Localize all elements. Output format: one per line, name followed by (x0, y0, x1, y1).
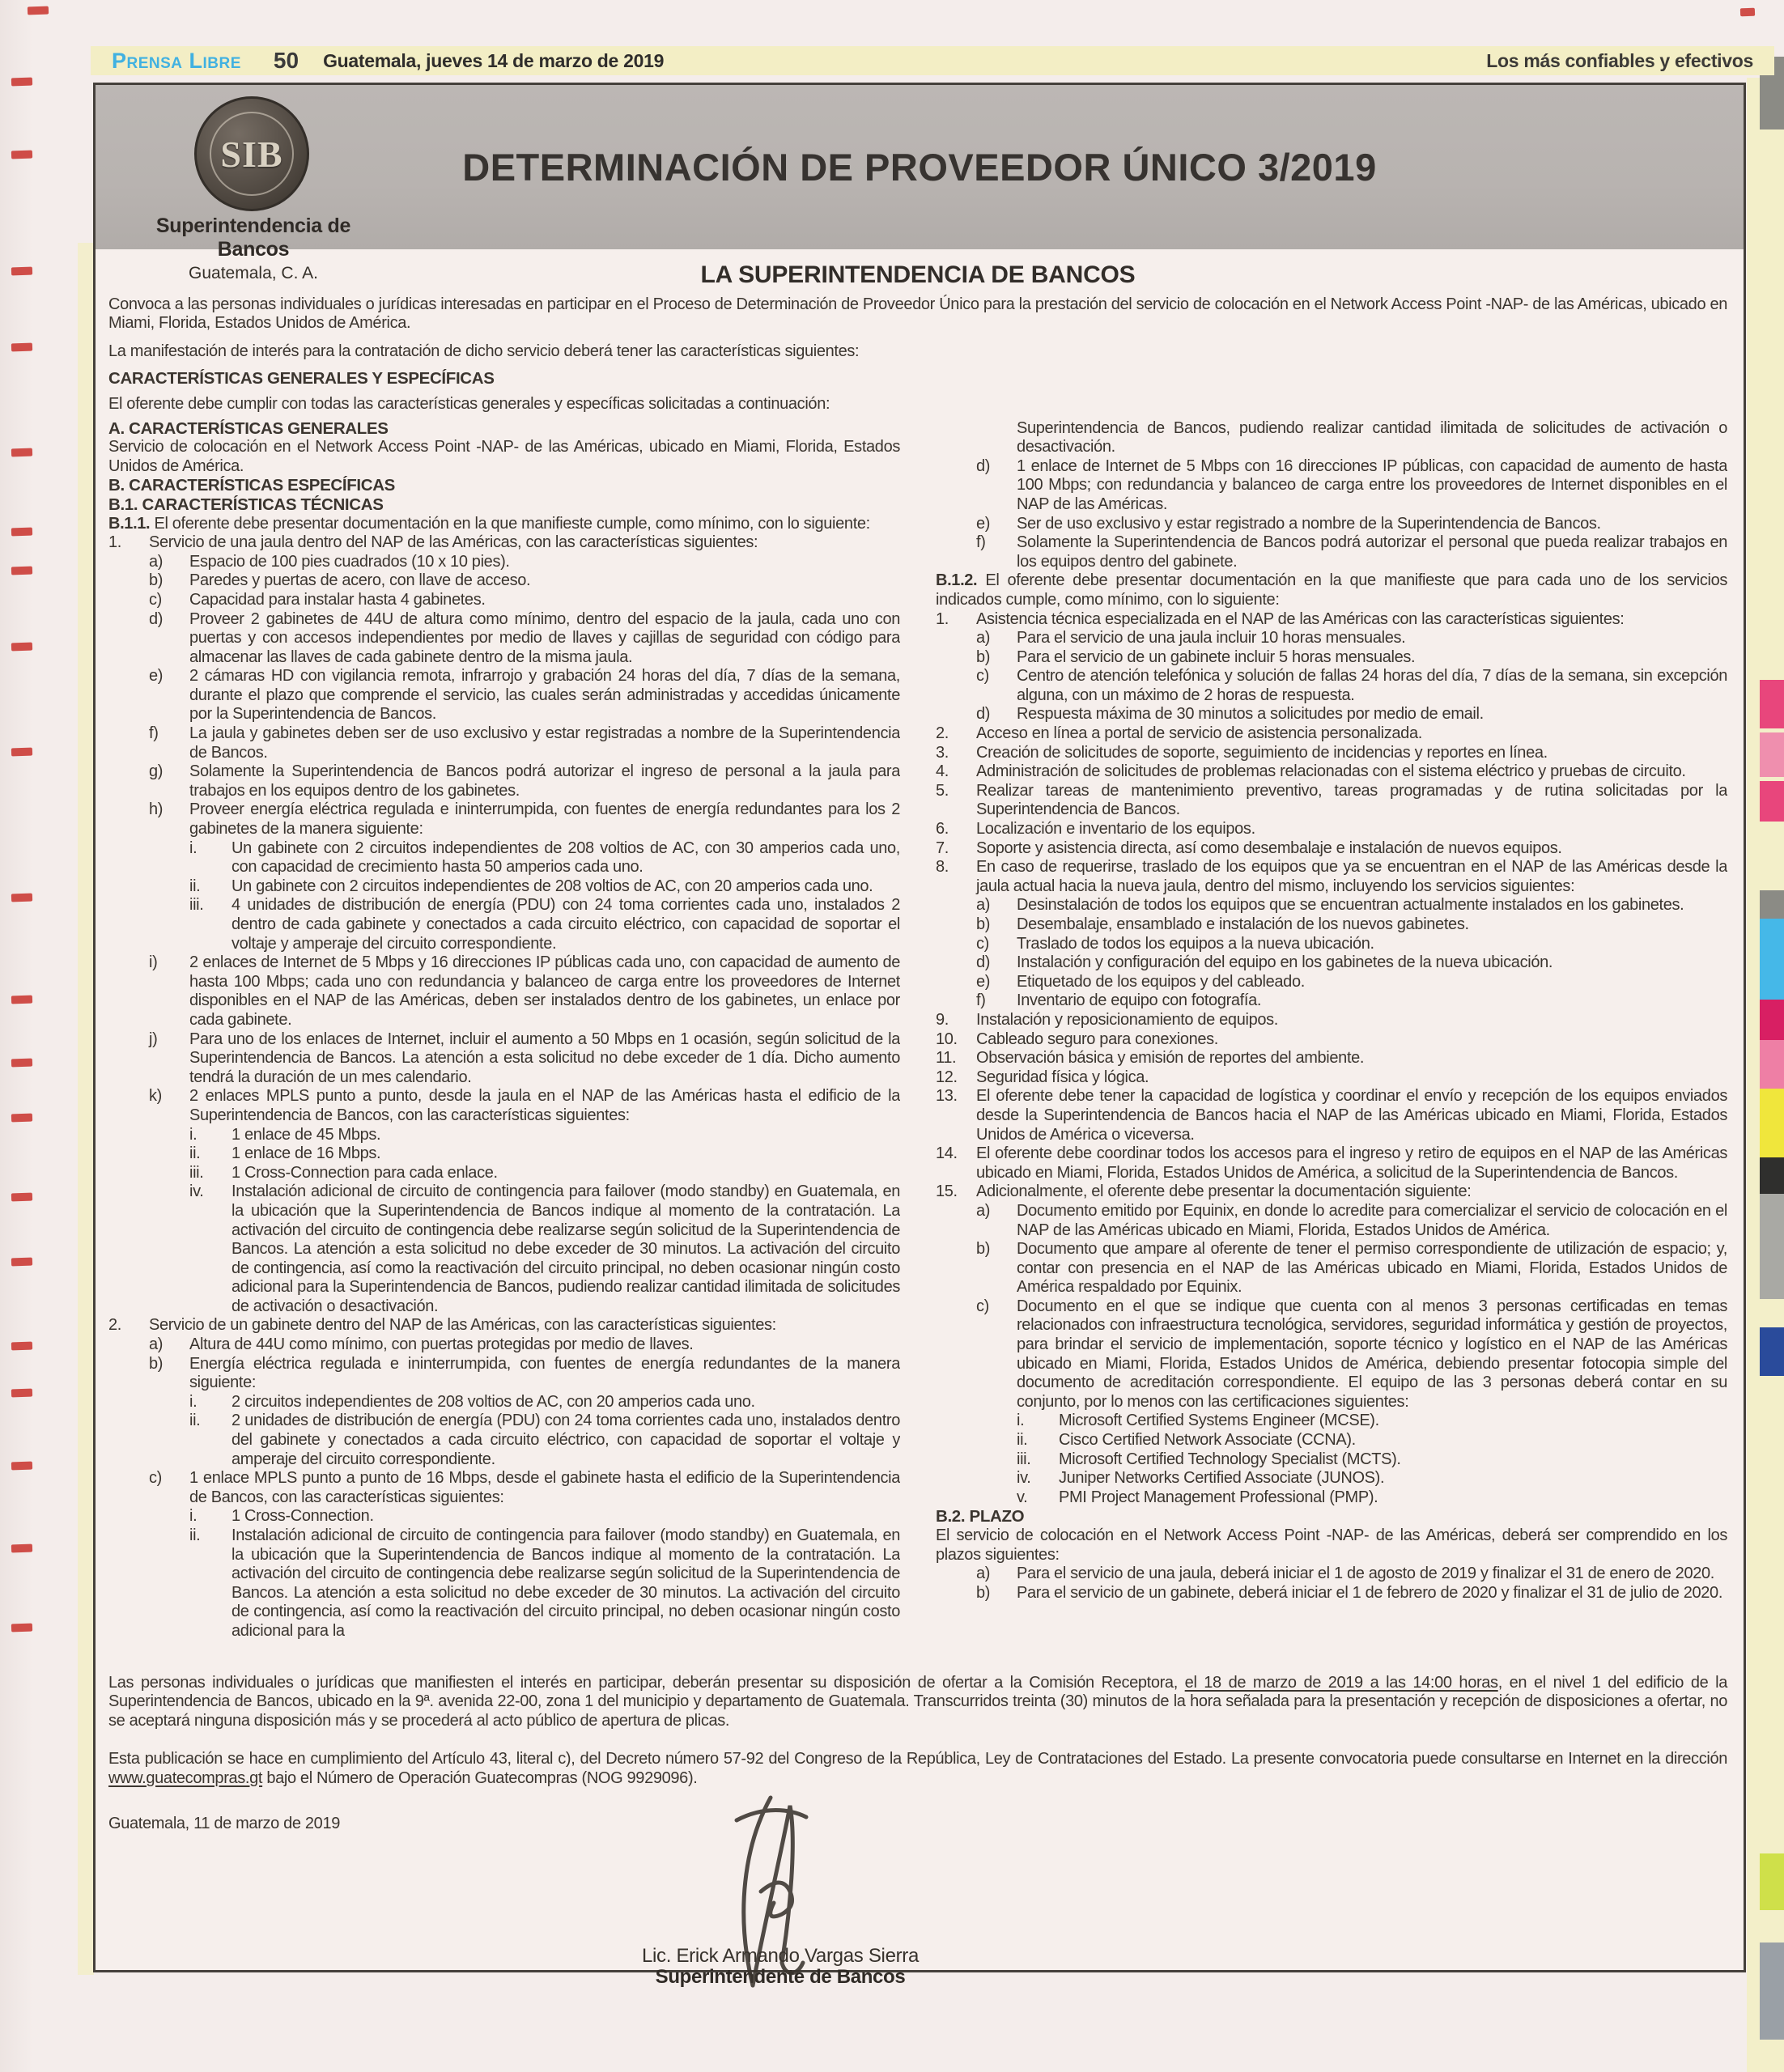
item-label: 15. (936, 1182, 958, 1201)
list-item (108, 533, 900, 553)
item-label: e) (149, 667, 164, 686)
item-label: b) (976, 1240, 991, 1259)
item-text: Para el servicio de un gabinete incluir 5 horas mensuales. (1017, 648, 1416, 666)
list-item (108, 610, 900, 668)
list-item (108, 1526, 900, 1641)
list-item (936, 1011, 1727, 1030)
item-text: Ser de uso exclusivo y estar registrado a nombre de la Superintendencia de Bancos. (1017, 514, 1601, 533)
item-text: Proveer 2 gabinetes de 44U de altura como mínimo, dentro del espacio de la jaula, cada uno con puertas y con accesos independientes por medio de llaves y cajillas de seguridad con código para almacenar las llaves de cada gabinete dentro de la misma jaula. (189, 609, 900, 666)
scan-edge-strip (78, 243, 94, 1975)
item-text: Microsoft Certified Technology Specialist (MCTS). (1059, 1450, 1401, 1468)
item-label: iii. (189, 896, 204, 915)
paragraph: El servicio de colocación en el Network Access Point -NAP- de las Américas, deberá ser comprendido en los plazos siguientes: (936, 1526, 1727, 1564)
section-heading: B.1. CARACTERÍSTICAS TÉCNICAS (108, 495, 384, 514)
item-text: Proveer energía eléctrica regulada e ininterrumpida, con fuentes de energía redundantes para los 2 gabinetes de la manera siguiente: (189, 800, 900, 839)
item-label: iii. (1017, 1450, 1031, 1468)
scan-mark (11, 748, 32, 757)
item-text: Para uno de los enlaces de Internet, incluir el aumento a 50 Mbps en 1 ocasión, según solicitud de la Superintendencia de Bancos. La atención a esta solicitud no debe exceder de 1 día. Dicho aumento tendrá la duración de un mes calendario. (189, 1030, 900, 1086)
intro-paragraph: La manifestación de interés para la contratación de dicho servicio deberá tener las características siguientes: (108, 342, 860, 360)
item-text: Juniper Networks Certified Associate (JUNOS). (1059, 1469, 1385, 1488)
item-label: f) (976, 991, 986, 1010)
paragraph: Servicio de colocación en el Network Access Point -NAP- de las Américas, ubicado en Miami, Florida, Estados Unidos de América. (108, 438, 900, 475)
item-label: iv. (189, 1182, 204, 1201)
item-text: Desembalaje, ensamblado e instalación de los nuevos gabinetes. (1017, 915, 1469, 933)
item-label: h) (149, 800, 164, 819)
list-item (936, 1240, 1727, 1297)
list-item (936, 533, 1727, 571)
item-text: El oferente debe coordinar todos los accesos para el ingreso y retiro de equipos en el NAP de las Américas ubicado en Miami, Florida, Estados Unidos de América, a solicitud de la Superintendencia de Bancos. (976, 1144, 1727, 1182)
item-label: b) (149, 571, 164, 590)
closing-text: , en el nivel 1 del edificio de la Superintendencia de Bancos, ubicado en la 9ª. avenida 22-00, zona 1 del municipio y departamento de Guatemala. Transcurridos treinta (30) minutos de la hora señalada para la presentación y recepción de disposiciones a ofertar, no se aceptará ninguna disposición más y se procederá al acto público de apertura de plicas. (108, 1673, 1727, 1730)
section-heading: B. CARACTERÍSTICAS ESPECÍFICAS (108, 476, 395, 495)
right-column (936, 419, 1727, 1641)
list-item (936, 629, 1727, 648)
item-label: c) (149, 590, 162, 609)
item-text: Espacio de 100 pies cuadrados (10 x 10 pies). (189, 552, 510, 571)
closing-text: Esta publicación se hace en cumplimiento del Artículo 43, literal c), del Decreto número 57-92 del Congreso de la República, Ley de Contrataciones del Estado. La presente convocatoria puede consultarse en Internet en la dirección (108, 1750, 1727, 1768)
list-item (936, 820, 1727, 839)
item-text: Creación de solicitudes de soporte, seguimiento de incidencias y reportes en línea. (976, 743, 1548, 762)
item-label: d) (976, 953, 991, 972)
color-bar-segment (1760, 680, 1784, 728)
color-bar-segment (1760, 781, 1784, 822)
intro-paragraph: El oferente debe cumplir con todas las características generales y específicas solicitadas a continuación: (108, 394, 830, 413)
item-label: ii. (1017, 1431, 1028, 1450)
left-column (108, 419, 900, 1641)
list-item (108, 800, 900, 839)
item-label: g) (149, 762, 164, 781)
scan-mark (11, 1114, 32, 1123)
list-item (108, 1030, 900, 1088)
list-item (936, 1584, 1727, 1603)
list-item (108, 896, 900, 953)
item-text: Instalación y configuración del equipo en los gabinetes de la nueva ubicación. (1017, 953, 1553, 972)
list-item (936, 839, 1727, 859)
item-label: 13. (936, 1087, 958, 1106)
item-label (976, 419, 1017, 457)
notice-body (96, 249, 1744, 1986)
item-label: v. (1017, 1488, 1028, 1506)
item-text: La jaula y gabinetes deben ser de uso exclusivo y estar registradas a nombre de la Superintendencia de Bancos. (189, 724, 900, 762)
item-label: i. (189, 1507, 198, 1526)
section-heading: A. CARACTERÍSTICAS GENERALES (108, 418, 389, 438)
list-item (936, 973, 1727, 992)
list-item (936, 858, 1727, 896)
list-item (108, 571, 900, 591)
item-label: a) (976, 1565, 991, 1583)
list-item (936, 1431, 1727, 1450)
item-text: Observación básica y emisión de reportes del ambiente. (976, 1049, 1365, 1068)
list-item (108, 1507, 900, 1526)
scan-mark (11, 1059, 32, 1068)
item-text: Respuesta máxima de 30 minutos a solicitudes por medio de email. (1017, 705, 1484, 724)
list-item (936, 1450, 1727, 1470)
list-item (936, 1565, 1727, 1584)
clause-label: B.1.1. (108, 514, 155, 533)
item-label: 2. (108, 1316, 121, 1335)
item-text: Desinstalación de todos los equipos que se encuentran actualmente instalados en los gabinetes. (1017, 896, 1684, 915)
item-label: iv. (1017, 1469, 1031, 1488)
list-item (936, 896, 1727, 915)
item-label: f) (976, 533, 986, 552)
scan-mark (11, 1342, 32, 1351)
scan-mark (11, 1258, 32, 1267)
item-text: Servicio de una jaula dentro del NAP de las Américas, con las características siguientes: (149, 533, 758, 552)
item-label: a) (976, 629, 991, 648)
item-label: e) (976, 972, 991, 991)
scan-mark (11, 528, 32, 537)
list-item (936, 1182, 1727, 1202)
item-text: Para el servicio de una jaula incluir 10 horas mensuales. (1017, 629, 1406, 648)
item-text: 1 Cross-Connection. (231, 1507, 374, 1526)
item-text: Inventario de equipo con fotografía. (1017, 991, 1262, 1010)
item-text: Soporte y asistencia directa, así como desembalaje e instalación de nuevos equipos. (976, 839, 1562, 857)
list-item (108, 1316, 900, 1335)
list-item (936, 515, 1727, 534)
item-label: 4. (936, 762, 949, 781)
scan-mark (11, 567, 32, 575)
item-label: a) (976, 1201, 991, 1220)
item-label: a) (149, 552, 164, 571)
org-location: Guatemala, C. A. (189, 264, 318, 282)
item-label: 5. (936, 781, 949, 800)
edition-date: Guatemala, jueves 14 de marzo de 2019 (323, 49, 665, 71)
list-item (936, 762, 1727, 782)
color-bar-segment (1760, 1853, 1784, 1910)
item-label: i. (189, 1125, 198, 1144)
item-label: 6. (936, 820, 949, 839)
item-text: 1 Cross-Connection para cada enlace. (231, 1163, 498, 1182)
item-label: 9. (936, 1010, 949, 1029)
item-label: e) (976, 514, 991, 533)
item-label: b) (149, 1354, 164, 1373)
list-item (108, 1087, 900, 1125)
scan-mark (1740, 8, 1755, 17)
color-bar-segment (1760, 1194, 1784, 1299)
list-item (936, 1087, 1727, 1144)
item-text: 4 unidades de distribución de energía (PDU) con 24 toma corrientes cada uno, instalados 2 dentro de cada gabinete y conectados a cada circuito eléctrico, con capacidad de soportar el voltaje y amperaje del circuito correspondiente. (231, 896, 900, 953)
item-text: 1 enlace de 45 Mbps. (231, 1125, 381, 1144)
item-text: Cableado seguro para conexiones. (976, 1030, 1219, 1048)
item-text: Solamente la Superintendencia de Bancos podrá autorizar el ingreso de personal a la jaula para trabajos en los equipos dentro de los gabinetes. (189, 762, 900, 800)
scan-mark (11, 78, 32, 87)
color-bar-segment (1760, 1000, 1784, 1040)
item-label: iii. (189, 1163, 204, 1182)
item-text: El oferente debe tener la capacidad de logística y coordinar el envío y recepción de los equipos enviados desde la Superintendencia de Bancos hacia el NAP de las Américas ubicado en Miami, Florida, Estados Unidos de América o viceversa. (976, 1087, 1727, 1144)
item-text: Asistencia técnica especializada en el NAP de las Américas con las características siguientes: (976, 609, 1625, 628)
item-label: b) (976, 648, 991, 666)
item-label: a) (976, 896, 991, 915)
scan-mark (11, 448, 32, 457)
list-item (936, 1297, 1727, 1412)
list-item (936, 648, 1727, 668)
list-item (936, 1469, 1727, 1488)
list-item (108, 1164, 900, 1183)
item-label: c) (976, 1297, 989, 1315)
list-item (108, 1412, 900, 1469)
item-label: b) (976, 1583, 991, 1602)
scan-mark (11, 1544, 32, 1553)
item-text: Paredes y puertas de acero, con llave de acceso. (189, 571, 531, 590)
signer-name: Lic. Erick Armando Vargas Sierra (641, 1945, 920, 1968)
item-label: 2. (936, 724, 949, 743)
item-label: i. (189, 1392, 198, 1411)
item-text: Cisco Certified Network Associate (CCNA). (1059, 1431, 1356, 1450)
item-text: Localización e inventario de los equipos. (976, 820, 1255, 839)
list-item (936, 953, 1727, 973)
list-item (936, 782, 1727, 820)
item-text: Documento emitido por Equinix, en donde lo acredite para comercializar el servicio de colocación en el NAP de las Américas ubicado en Miami, Florida, Estados Unidos de América. (1017, 1201, 1727, 1239)
item-label: 8. (936, 858, 949, 877)
item-text: 1 enlace de 16 Mbps. (231, 1144, 381, 1163)
item-label: d) (976, 705, 991, 724)
item-text: Seguridad física y lógica. (976, 1068, 1149, 1086)
item-label: 11. (936, 1049, 957, 1068)
scan-mark (11, 996, 32, 1004)
item-label: 1. (936, 609, 949, 628)
item-label: 3. (936, 743, 949, 762)
publication-date: Guatemala, 11 de marzo de 2019 (108, 1814, 340, 1832)
list-item (936, 1144, 1727, 1182)
guatecompras-url: www.guatecompras.gt (108, 1768, 263, 1787)
item-text: Superintendencia de Bancos, pudiendo realizar cantidad ilimitada de solicitudes de activación o desactivación. (1017, 418, 1727, 456)
item-label: ii. (189, 1526, 201, 1544)
color-bar-segment (1760, 1942, 1784, 2040)
scan-mark (11, 267, 32, 276)
list-item (108, 953, 900, 1030)
item-label: 1. (108, 533, 121, 552)
labeled-paragraph: B.1.1. El oferente debe presentar documentación en la que manifieste cumple, como mínimo, con lo siguiente: (108, 514, 870, 533)
list-item (936, 667, 1727, 705)
closing-text: Las personas individuales o jurídicas que manifiesten el interés en participar, deberán presentar su disposición de ofertar a la Comisión Receptora, (108, 1673, 1185, 1692)
item-text: Traslado de todos los equipos a la nueva ubicación. (1017, 934, 1374, 953)
item-label: i. (189, 839, 198, 857)
item-text: Servicio de un gabinete dentro del NAP de las Américas, con las características siguientes: (149, 1316, 776, 1335)
color-bar-segment (1760, 1040, 1784, 1089)
item-label: k) (149, 1087, 162, 1106)
scan-mark (11, 1462, 32, 1471)
item-label: ii. (189, 877, 201, 895)
signer-title: Superintendente de Bancos (655, 1965, 906, 1988)
item-label: i. (1017, 1412, 1025, 1430)
list-item (108, 839, 900, 877)
notice-title: DETERMINACIÓN DE PROVEEDOR ÚNICO 3/2019 (462, 146, 1377, 189)
item-text: Administración de solicitudes de problemas relacionadas con el sistema eléctrico y pruebas de circuito. (976, 762, 1686, 781)
item-text: Etiquetado de los equipos y del cableado. (1017, 972, 1305, 991)
list-item (108, 667, 900, 724)
item-label: 14. (936, 1144, 958, 1163)
list-item (936, 724, 1727, 744)
list-item (936, 1412, 1727, 1431)
prensa-libre-logo: Prensa Libre (112, 48, 241, 73)
item-text: Un gabinete con 2 circuitos independientes de 208 voltios de AC, con 30 amperios cada uno, con capacidad de crecimiento hasta 50 amperios cada uno. (231, 839, 900, 877)
color-bar-segment (1760, 919, 1784, 1000)
item-text: Documento que ampare al oferente de tener el permiso correspondiente de utilización de espacio; y, contar con presencia en el NAP de las Américas ubicado en Miami, Florida, Estados Unidos de América respaldado por Equinix. (1017, 1240, 1727, 1297)
signature-block (570, 1947, 991, 1986)
closing-paragraph (108, 1674, 1727, 1731)
scan-mark (11, 151, 32, 159)
item-text: Solamente la Superintendencia de Bancos podrá autorizar el personal que pueda realizar trabajos en los equipos dentro del gabinete. (1017, 533, 1727, 571)
list-item (936, 1030, 1727, 1050)
item-text: En caso de requerirse, traslado de los equipos que ya se encuentran en el NAP de las Américas desde la jaula actual hacia la nueva jaula, dentro del mismo, incluyendo los servicios siguientes: (976, 858, 1727, 895)
section-heading: B.2. PLAZO (936, 1507, 1025, 1526)
item-label: c) (976, 667, 989, 686)
closing-text: bajo el Número de Operación Guatecompras (NOG 9929096). (262, 1768, 698, 1787)
list-item (108, 1393, 900, 1412)
item-label: f) (149, 724, 159, 743)
item-text: PMI Project Management Professional (PMP). (1059, 1488, 1378, 1506)
list-item (108, 1182, 900, 1316)
scan-mark (11, 1624, 32, 1633)
item-text: 2 unidades de distribución de energía (PDU) con 24 toma corrientes cada uno, instalados dentro del gabinete y conectados a cada circuito eléctrico, con capacidad de soportar el voltaje y amperaje del circuito correspondiente. (231, 1412, 900, 1468)
item-text: Altura de 44U como mínimo, con puertas protegidas por medio de llaves. (189, 1335, 694, 1354)
list-item (108, 762, 900, 800)
item-text: 2 circuitos independientes de 208 voltios de AC, con 20 amperios cada uno. (231, 1392, 755, 1411)
list-item (108, 1126, 900, 1145)
seal-monogram: SIB (220, 133, 283, 175)
two-column-layout (108, 419, 1727, 1641)
page-number: 50 (273, 48, 299, 73)
item-text: Energía eléctrica regulada e ininterrumpida, con fuentes de energía redundantes de la manera siguiente: (189, 1354, 900, 1392)
item-label: 7. (936, 839, 949, 857)
intro-paragraph: Convoca a las personas individuales o jurídicas interesadas en participar en el Proceso de Determinación de Proveedor Único para la prestación del servicio de colocación en el Network Access Point -NAP- de las Américas, ubicado en Miami, Florida, Estados Unidos de América. (108, 295, 1727, 333)
list-item (936, 1202, 1727, 1240)
color-bar-segment (1760, 890, 1784, 919)
list-item (108, 1335, 900, 1355)
continuation-paragraph (936, 419, 1727, 457)
legal-basis-paragraph (108, 1750, 1727, 1788)
item-label: 12. (936, 1068, 958, 1086)
scan-mark (28, 6, 49, 15)
item-label: d) (149, 609, 164, 628)
item-label: c) (976, 934, 989, 953)
list-item (936, 915, 1727, 935)
item-label: ii. (189, 1144, 201, 1163)
scan-mark (11, 343, 32, 352)
masthead-slogan: Los más confiables y efectivos (1486, 49, 1753, 71)
deadline-underlined: el 18 de marzo de 2019 a las 14:00 horas (1184, 1673, 1498, 1692)
item-label: j) (149, 1030, 158, 1048)
notice-heading: LA SUPERINTENDENCIA DE BANCOS (700, 261, 1136, 288)
item-text: Realizar tareas de mantenimiento preventivo, tareas programadas y de rutina solicitadas por la Superintendencia de Bancos. (976, 781, 1727, 819)
item-label: i) (149, 953, 158, 972)
item-text: Instalación adicional de circuito de contingencia para failover (modo standby) en Guatemala, en la ubicación que la Superintendencia de Bancos indique al momento de la contratación. La activación del circuito de contingencia debe realizarse según solicitud de la Superintendencia de Bancos. La atención a esta solicitud no debe exceder de 30 minutos. La activación del circuito de contingencia, así como la reactivación del circuito principal, no deben ocasionar ningún costo adicional para la Superintendencia de Bancos, pudiendo realizar cantidad ilimitada de solicitudes de activación o desactivación. (231, 1182, 900, 1315)
list-item (936, 744, 1727, 763)
list-item (936, 991, 1727, 1011)
item-text: Capacidad para instalar hasta 4 gabinetes. (189, 590, 486, 609)
item-text: 2 enlaces MPLS punto a punto, desde la jaula en el NAP de las Américas hasta el edificio de la Superintendencia de Bancos, con las características siguientes: (189, 1087, 900, 1124)
item-text: 2 enlaces de Internet de 5 Mbps y 16 direcciones IP públicas cada uno, con capacidad de aumento de hasta 100 Mbps; cada uno con redundancia y balanceo de carga entre los proveedores de Internet disponibles en el NAP de las Américas, deben ser instalados dentro de los gabinetes, un enlace por cada gabinete. (189, 953, 900, 1029)
list-item (936, 610, 1727, 630)
list-item (936, 1068, 1727, 1088)
list-item (936, 1049, 1727, 1068)
color-bar-segment (1760, 1157, 1784, 1194)
item-text: Adicionalmente, el oferente debe presentar la documentación siguiente: (976, 1182, 1472, 1201)
item-text: Para el servicio de un gabinete, deberá iniciar el 1 de febrero de 2020 y finalizar el 31 de julio de 2020. (1017, 1583, 1723, 1602)
org-block (120, 214, 387, 283)
list-item (108, 553, 900, 572)
item-text: Centro de atención telefónica y solución de fallas 24 horas del día, 7 días de la semana, sin excepción alguna, con un máximo de 2 horas de respuesta. (1017, 667, 1727, 704)
item-text: 2 cámaras HD con vigilancia remota, infrarrojo y grabación 24 horas del día, 7 días de la semana, durante el plazo que comprende el servicio, las cuales serán administradas y accedidas únicamente por la Superintendencia de Bancos. (189, 667, 900, 724)
list-item (108, 724, 900, 762)
item-label: b) (976, 915, 991, 933)
scan-mark (11, 1389, 32, 1398)
color-bar-segment (1760, 1327, 1784, 1376)
item-text: Acceso en línea a portal de servicio de asistencia personalizada. (976, 724, 1422, 743)
item-label: a) (149, 1335, 164, 1354)
list-item (108, 1469, 900, 1507)
labeled-paragraph: B.1.2. El oferente debe presentar documentación en la que manifieste que para cada uno de los servicios indicados cumple, como mínimo, con lo siguiente: (936, 571, 1727, 609)
list-item (108, 591, 900, 610)
item-text: Microsoft Certified Systems Engineer (MCSE). (1059, 1412, 1379, 1430)
scan-mark (11, 1193, 32, 1202)
list-item (108, 877, 900, 897)
color-bar-segment (1760, 732, 1784, 777)
item-label: ii. (189, 1412, 201, 1430)
item-text: 1 enlace de Internet de 5 Mbps con 16 direcciones IP públicas, con capacidad de aumento de hasta 100 Mbps; con redundancia y balanceo de carga entre los proveedores de Internet disponibles en el NAP de las Américas. (1017, 456, 1727, 513)
item-text: Para el servicio de una jaula, deberá iniciar el 1 de agosto de 2019 y finalizar el 31 de enero de 2020. (1017, 1565, 1714, 1583)
list-item (108, 1355, 900, 1393)
item-text: Documento en el que se indique que cuenta con al menos 3 personas certificadas en temas relacionados con infraestructura tecnológica, servidores, seguridad informática y gestión de proyectos, para brindar el servicio de implementación, soporte técnico y logístico en el NAP de las Américas ubicado en Miami, Florida, Estados Unidos de América, debiendo presentar fotocopia simple del documento de acreditación correspondiente. El equipo de las 3 personas deberá contar en su conjunto, por lo menos con las certificaciones siguientes: (1017, 1297, 1727, 1411)
scan-mark (11, 643, 32, 652)
masthead (91, 46, 1774, 75)
list-item (936, 705, 1727, 724)
org-name: Superintendencia de Bancos (155, 214, 351, 261)
list-item (936, 935, 1727, 954)
item-label: c) (149, 1469, 162, 1488)
item-text: Instalación y reposicionamiento de equipos. (976, 1010, 1278, 1029)
item-text: Instalación adicional de circuito de contingencia para failover (modo standby) en Guatemala, en la ubicación que la Superintendencia de Bancos indique al momento de la contratación. La activación del circuito de contingencia debe realizarse según solicitud de la Superintendencia de Bancos. La atención a esta solicitud no debe exceder de 30 minutos. La activación del circuito de contingencia, así como la reactivación del circuito principal, no deben ocasionar ningún costo adicional para la (231, 1526, 900, 1640)
item-text: 1 enlace MPLS punto a punto de 16 Mbps, desde el gabinete hasta el edificio de la Superintendencia de Bancos, con las características siguientes: (189, 1469, 900, 1506)
legal-notice-box (93, 83, 1746, 1988)
clause-label: B.1.2. (936, 571, 986, 590)
list-item (936, 457, 1727, 515)
list-item (936, 1488, 1727, 1508)
item-text: Un gabinete con 2 circuitos independientes de 208 voltios de AC, con 20 amperios cada uno. (231, 877, 873, 895)
section-heading: CARACTERÍSTICAS GENERALES Y ESPECÍFICAS (108, 369, 495, 388)
item-label: d) (976, 456, 991, 475)
list-item (108, 1144, 900, 1164)
scan-mark (11, 894, 32, 902)
item-label: 10. (936, 1030, 958, 1048)
color-bar-segment (1760, 1089, 1784, 1157)
